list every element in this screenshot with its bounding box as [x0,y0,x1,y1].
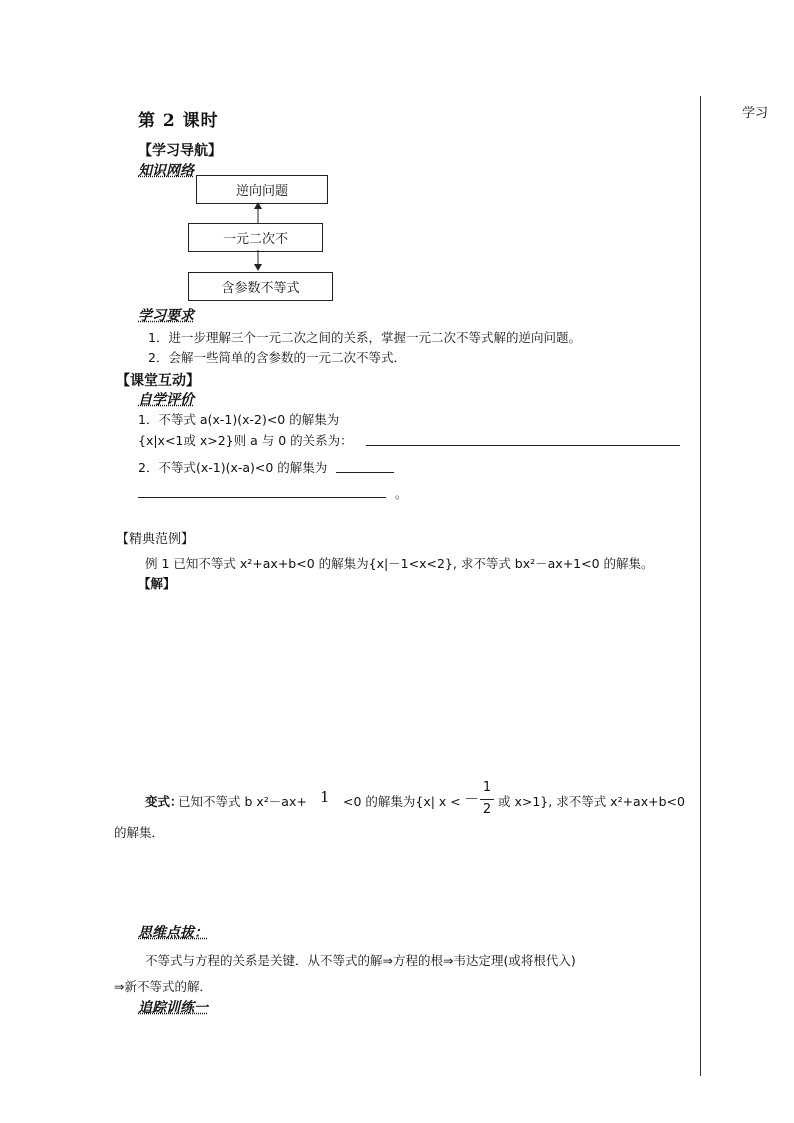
question-1-line-2: {x|x<1或 x>2}则 a 与 0 的关系为： [138,433,353,448]
variant-one: 1 [320,788,330,806]
guide-heading: 【学习导航】 [138,143,222,159]
knowledge-heading: 知识网络 [138,163,194,179]
variant-line-2: 的解集． [114,825,165,840]
requirement-item-2: 2．会解一些简单的含参数的一元二次不等式． [148,350,406,365]
diagram-arrows [250,200,266,275]
fraction-bar [480,799,494,800]
practice-heading: 追踪训练一 [138,1000,208,1016]
margin-divider [700,96,701,1076]
answer-blank-2b [138,497,386,498]
diagram-box-label: 逆向问题 [235,184,288,199]
examples-heading: 【精典范例】 [116,532,195,547]
margin-note: 学习 [742,106,769,121]
example-1: 例 1 已知不等式 x²+ax+b<0 的解集为{x|－1<x<2}, 求不等式 bx²－ax+1<0 的解集。 [145,556,654,571]
lesson-title: 第 2 课时 [138,111,219,131]
answer-blank-2a [336,472,394,473]
arrow-down-icon [254,264,262,271]
requirements-heading: 学习要求 [138,308,194,324]
variant-text-2: <0 的解集为{x| x < [343,794,461,809]
fraction-numerator: 1 [482,780,492,795]
question-1-line-1: 1．不等式 a(x-1)(x-2)<0 的解集为 [138,412,340,427]
thinking-line-1: 不等式与方程的关系是关键．从不等式的解⇒方程的根⇒韦达定理(或将根代入) [145,953,576,968]
self-eval-heading: 自学评价 [138,392,194,408]
question-2-line-1: 2．不等式(x-1)(x-a)<0 的解集为 [138,460,328,475]
requirement-item-1: 1．进一步理解三个一元二次之间的关系，掌握一元二次不等式解的逆向问题。 [148,330,581,345]
arrow-up-icon [254,202,262,209]
fraction-denominator: 2 [482,802,492,817]
variant-text-3: 或 x>1}, 求不等式 x²+ax+b<0 [498,794,685,809]
classroom-heading: 【课堂互动】 [116,373,200,389]
variant-label: 变式： [145,794,183,809]
thinking-line-2: ⇒新不等式的解． [114,979,212,994]
diagram-box-label: 含参数不等式 [221,281,300,296]
variant-text-1: 已知不等式 b x²－ax+ [178,794,307,809]
diagram-box-label: 一元二次不 [222,232,288,247]
thinking-heading: 思维点拔： [138,925,208,941]
solution-label: 【解】 [138,576,176,591]
variant-minus: － [464,790,480,808]
diagram-box-parametric [188,272,333,301]
question-2-end: 。 [395,486,408,501]
answer-blank-1 [366,445,680,446]
